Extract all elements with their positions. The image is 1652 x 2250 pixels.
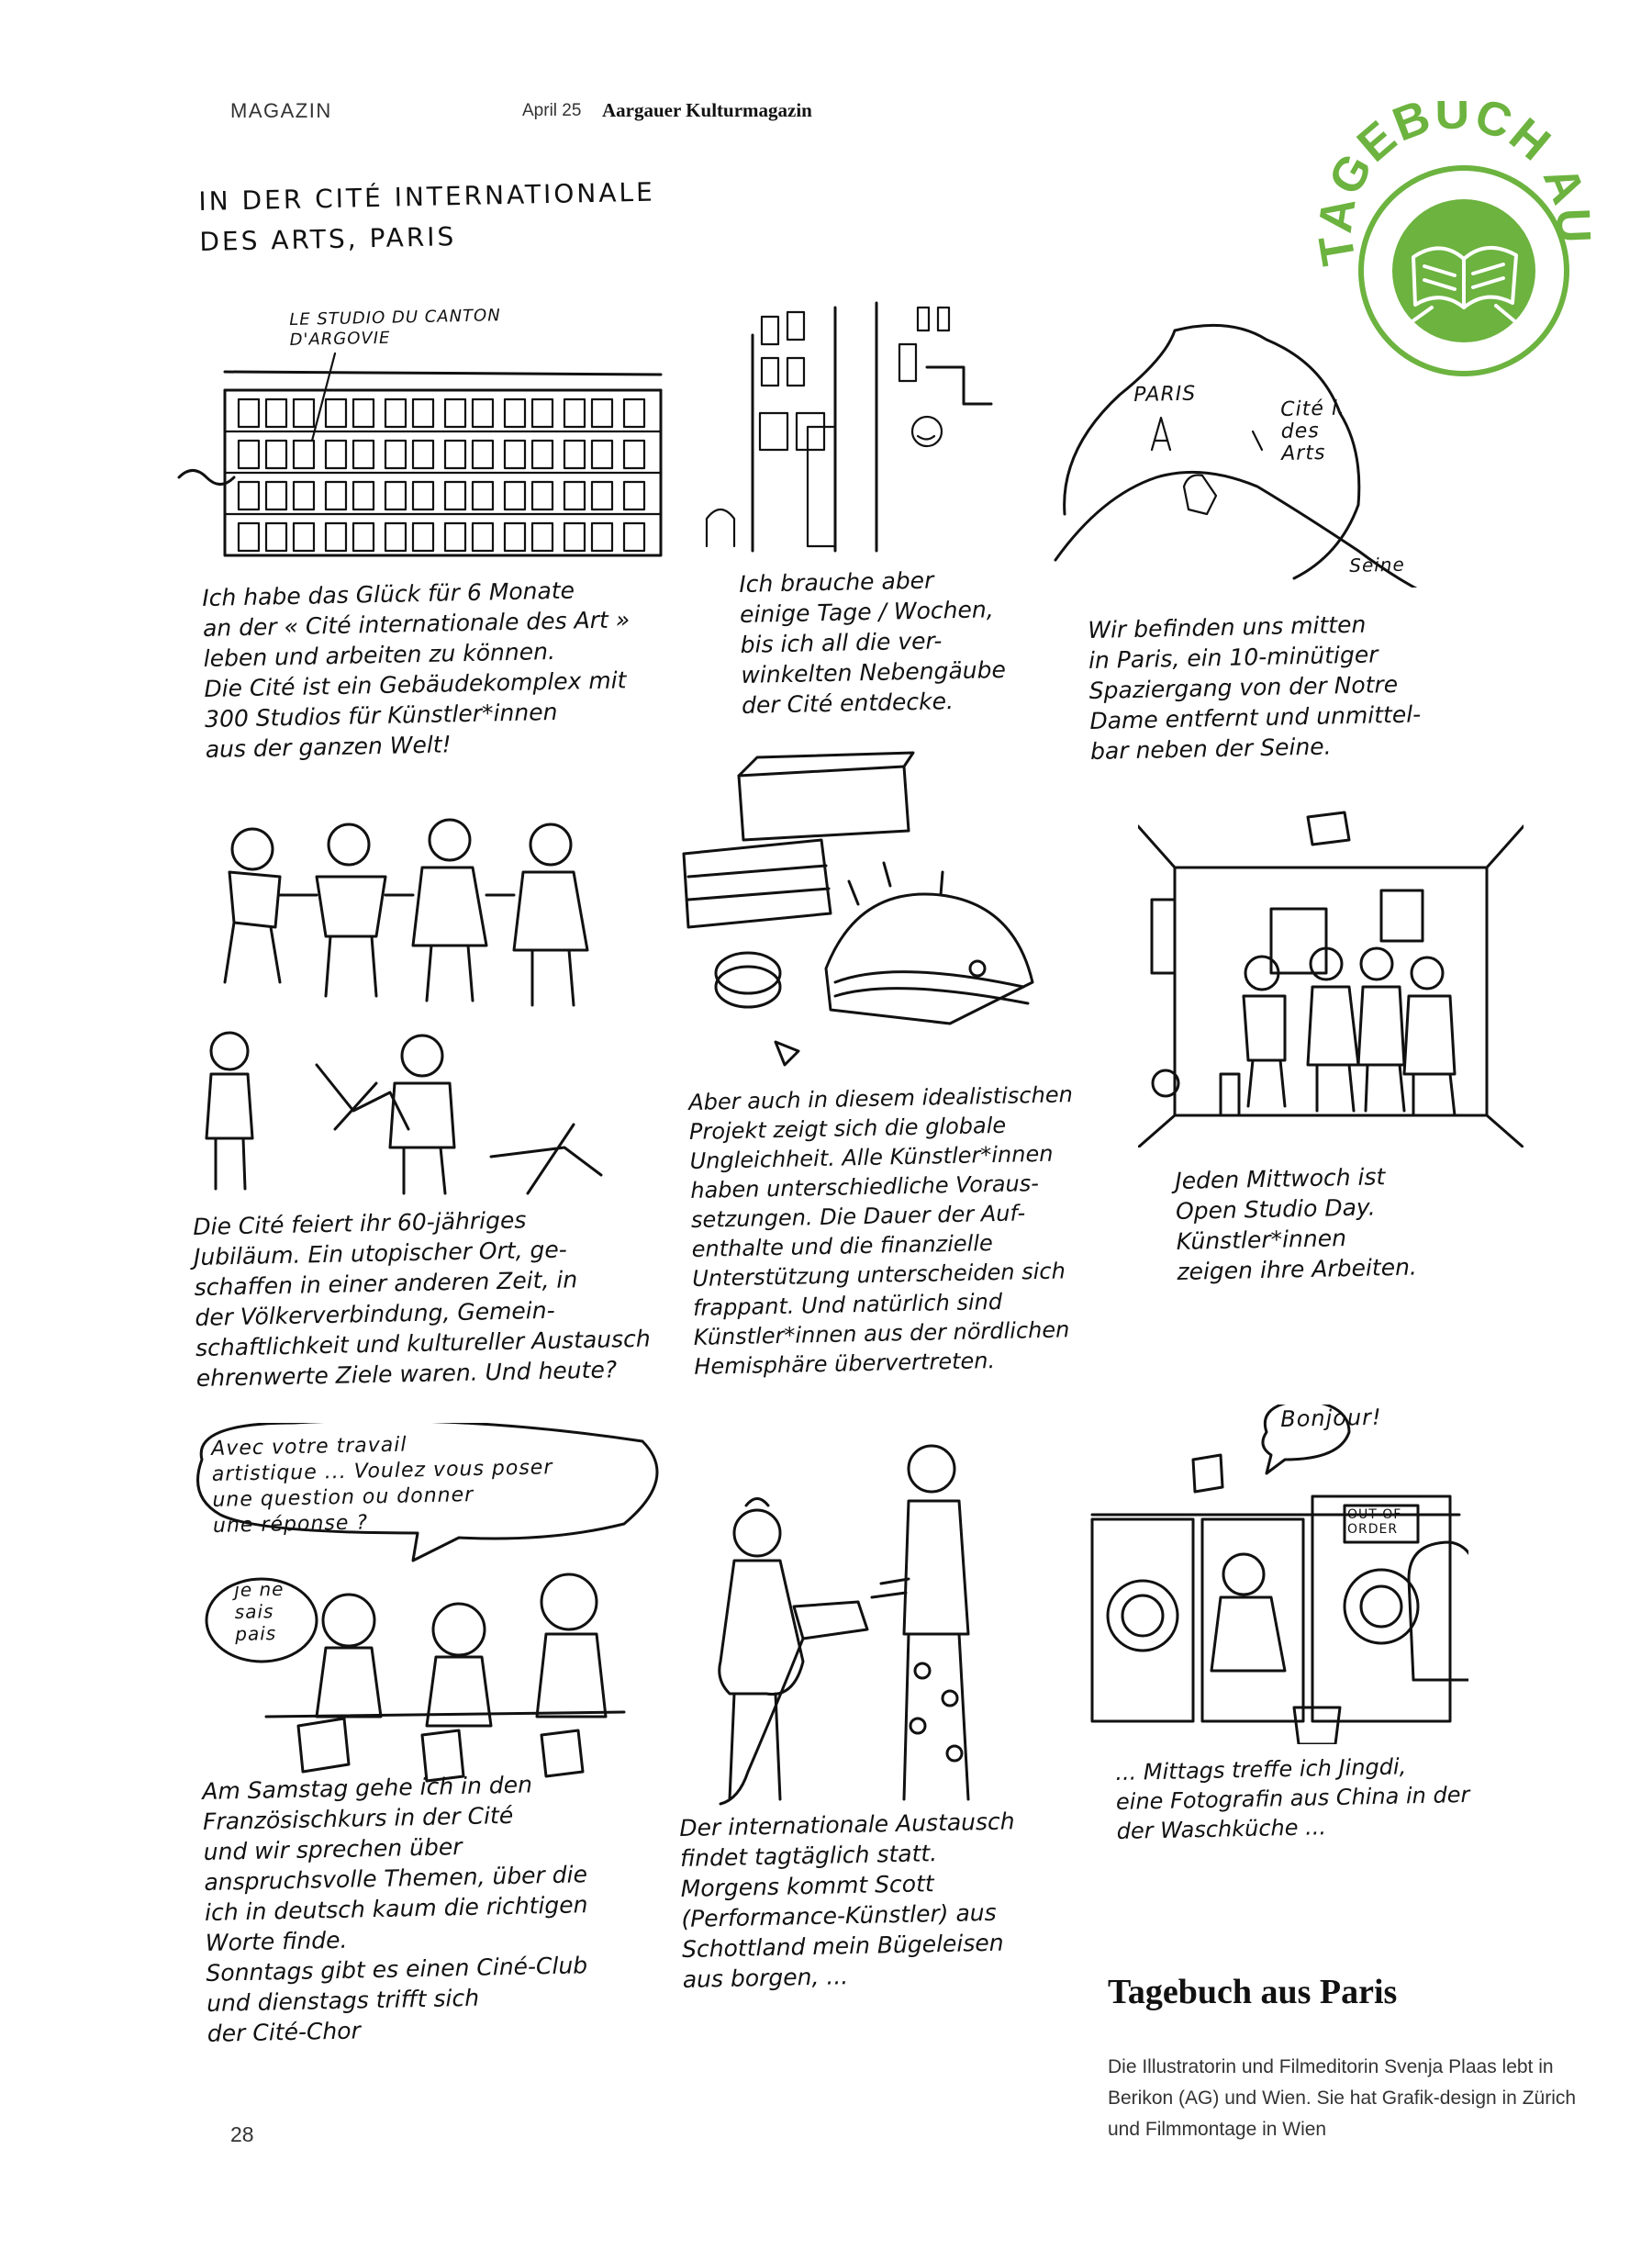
panel-5-caption: Aber auch in diesem idealistischen Projekt zeigt sich die globale Ungleichheit. Alle Künstler*innen haben unterschiedliche Voraus- setzungen. Die Dauer der Auf- enthalte und die finanzielle Unterstützung unterscheiden sich frappant. Und natürlich sind Künstler*innen aus der nördlichen Hemisphäre übervertreten. xyxy=(688,1081,1074,1380)
panel-7 xyxy=(184,1423,661,2056)
out-of-order-sign: OUT OF ORDER xyxy=(1347,1507,1402,1537)
bonjour-speech: Bonjour! xyxy=(1279,1404,1382,1432)
panel-5 xyxy=(675,748,1170,1409)
teacher-speech: Avec votre travail artistique ... Voulez vous poser une question ou donner une réponse ? xyxy=(211,1433,553,1538)
article-title: Tagebuch aus Paris xyxy=(1108,1973,1398,2011)
studio-label: LE STUDIO DU CANTON D'ARGOVIE xyxy=(289,306,501,350)
panel-4 xyxy=(179,808,711,1395)
page-number: 28 xyxy=(230,2122,254,2146)
panel-9 xyxy=(1083,1405,1514,1873)
panel-2 xyxy=(698,294,1046,734)
panel-4-caption: Die Cité feiert ihr 60-jähriges Jubiläum. Ein utopischer Ort, ge- schaffen in einer anderen Zeit, in der Völkerverbindung, Gemein- schaftlichkeit und kultureller Austausch ehrenwerte Ziele waren. Und heute? xyxy=(193,1206,652,1392)
iron-drawing xyxy=(665,1432,1051,1827)
article-body: Die Illustratorin und Filmeditorin Svenja Plaas lebt in Berikon (AG) und Wien. Sie hat Grafik-design in Zürich und Filmmontage in Wien xyxy=(1108,2056,1577,2140)
comic-heading: IN DER CITÉ INTERNATIONALE DES ARTS, PARIS xyxy=(198,176,656,257)
cakes-drawing xyxy=(675,748,1060,1079)
panel-1 xyxy=(170,303,684,799)
panel-7-caption: Am Samstag gehe ich in den Französischkurs in der Cité und wir sprechen über anspruchsvolle Themen, über die ich in deutsch kaum die richtigen Worte finde. Sonntags gibt es einen Ciné-Club und dienstags trifft sich der Cité-Chor xyxy=(202,1771,588,2047)
open-studio-drawing xyxy=(1138,799,1524,1147)
laundry-drawing xyxy=(1083,1405,1468,1744)
panel-6 xyxy=(1138,799,1542,1294)
paris-map-drawing xyxy=(1046,312,1432,588)
seine-label: Seine xyxy=(1348,553,1406,576)
issue-date: April 25 xyxy=(522,101,582,120)
panel-3 xyxy=(1046,312,1524,789)
panel-9-caption: ... Mittags treffe ich Jingdi, eine Fotografin aus China in der der Waschküche ... xyxy=(1115,1753,1470,1844)
panel-1-caption: Ich habe das Glück für 6 Monate an der « Cité internationale des Art » leben und arbeiten zu können. Die Cité ist ein Gebäudekomplex mit 300 Studios für Künstler*innen aus der ganzen Welt! xyxy=(202,576,631,763)
courtyard-drawing xyxy=(698,294,1046,569)
panel-2-caption: Ich brauche aber einige Tage / Wochen, bis ich all die ver- winkelten Nebengäube der Cité entdecke. xyxy=(739,566,1007,719)
panel-3-caption: Wir befinden uns mitten in Paris, ein 10-minütiger Spaziergang von der Notre Dame entfernt und unmittel- bar neben der Seine. xyxy=(1088,610,1422,765)
stamp-text: TAGEBUCH AU xyxy=(1308,101,1597,269)
people-drawing xyxy=(179,808,693,1203)
panel-8-caption: Der internationale Austausch findet tagtäglich statt. Morgens kommt Scott (Performance-Künstler) aus Schottland mein Bügeleisen aus borgen, ... xyxy=(679,1808,1015,1993)
panel-6-caption: Jeden Mittwoch ist Open Studio Day. Künstler*innen zeigen ihre Arbeiten. xyxy=(1175,1163,1418,1285)
cite-arts-label: Cité i. des Arts xyxy=(1279,397,1346,465)
paris-label: PARIS xyxy=(1133,382,1197,407)
magazine-name: Aargauer Kulturmagazin xyxy=(602,99,812,121)
student-speech: je ne sais pais xyxy=(234,1577,285,1645)
section-label: MAGAZIN xyxy=(230,99,332,122)
panel-8 xyxy=(665,1432,1106,2065)
